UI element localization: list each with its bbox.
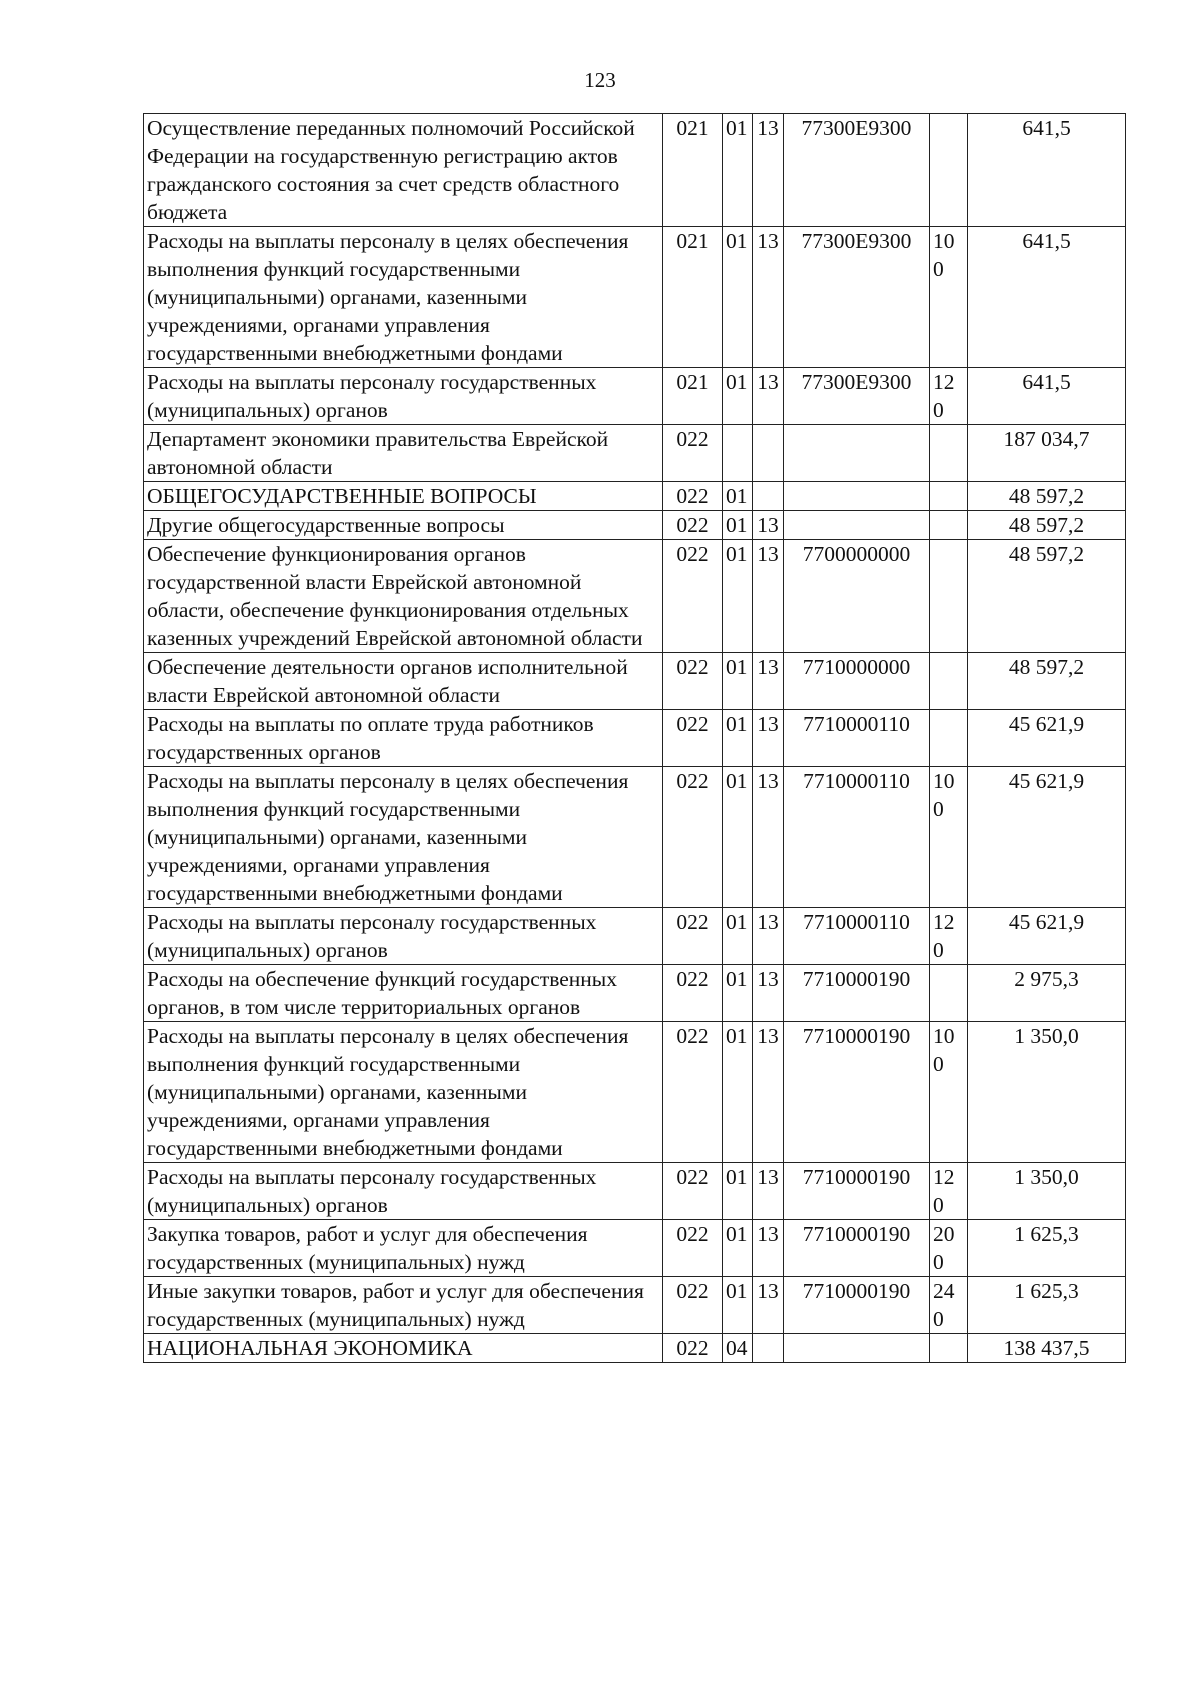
table-row — [144, 1220, 1126, 1277]
row-article-cell: 7710000190 — [784, 1220, 930, 1277]
row-section-cell: 01 — [723, 511, 753, 540]
row-sum-cell: 1 625,3 — [968, 1277, 1126, 1334]
table-row — [144, 540, 1126, 653]
row-sum-cell: 2 975,3 — [968, 965, 1126, 1022]
row-subsection-cell: 13 — [753, 368, 784, 425]
row-subsection-cell: 13 — [753, 767, 784, 908]
row-section-cell: 01 — [723, 1022, 753, 1163]
table-row — [144, 908, 1126, 965]
row-code-cell: 022 — [663, 511, 723, 540]
table-row — [144, 767, 1126, 908]
row-name-cell: Расходы на выплаты персоналу государственных (муниципальных) органов — [144, 908, 663, 965]
table-row — [144, 1334, 1126, 1363]
row-sum-cell: 641,5 — [968, 114, 1126, 227]
row-code-cell: 021 — [663, 227, 723, 368]
budget-table-body — [144, 114, 1126, 1363]
row-article-cell: 77300Е9300 — [784, 368, 930, 425]
row-subsection-cell: 13 — [753, 965, 784, 1022]
row-subsection-cell: 13 — [753, 114, 784, 227]
row-section-cell: 04 — [723, 1334, 753, 1363]
row-expense-type-cell: 120 — [930, 368, 968, 425]
row-section-cell: 01 — [723, 653, 753, 710]
row-code-cell: 022 — [663, 425, 723, 482]
row-section-cell: 01 — [723, 540, 753, 653]
row-code-cell: 022 — [663, 482, 723, 511]
row-name-cell: Иные закупки товаров, работ и услуг для обеспечения государственных (муниципальных) нужд — [144, 1277, 663, 1334]
row-article-cell: 7710000000 — [784, 653, 930, 710]
row-subsection-cell: 13 — [753, 511, 784, 540]
row-article-cell — [784, 511, 930, 540]
row-code-cell: 022 — [663, 1220, 723, 1277]
row-subsection-cell: 13 — [753, 710, 784, 767]
table-row — [144, 965, 1126, 1022]
row-section-cell: 01 — [723, 368, 753, 425]
row-section-cell: 01 — [723, 965, 753, 1022]
row-name-cell: Обеспечение функционирования органов государственной власти Еврейской автономной области, обеспечение функционирования отдельных казенных учреждений Еврейской автономной области — [144, 540, 663, 653]
row-name-cell: Осуществление переданных полномочий Российской Федерации на государственную регистрацию актов гражданского состояния за счет средств областного бюджета — [144, 114, 663, 227]
row-expense-type-cell: 100 — [930, 1022, 968, 1163]
row-subsection-cell — [753, 482, 784, 511]
row-subsection-cell: 13 — [753, 227, 784, 368]
table-row — [144, 1277, 1126, 1334]
row-expense-type-cell — [930, 540, 968, 653]
row-article-cell: 7710000110 — [784, 710, 930, 767]
row-code-cell: 022 — [663, 1163, 723, 1220]
row-expense-type-cell: 100 — [930, 227, 968, 368]
row-code-cell: 022 — [663, 908, 723, 965]
row-subsection-cell: 13 — [753, 1022, 784, 1163]
row-article-cell — [784, 482, 930, 511]
row-name-cell: Обеспечение деятельности органов исполнительной власти Еврейской автономной области — [144, 653, 663, 710]
row-name-cell: ОБЩЕГОСУДАРСТВЕННЫЕ ВОПРОСЫ — [144, 482, 663, 511]
row-sum-cell: 1 625,3 — [968, 1220, 1126, 1277]
budget-table — [143, 113, 1126, 1363]
row-subsection-cell — [753, 425, 784, 482]
row-name-cell: НАЦИОНАЛЬНАЯ ЭКОНОМИКА — [144, 1334, 663, 1363]
row-subsection-cell — [753, 1334, 784, 1363]
row-article-cell: 7710000110 — [784, 908, 930, 965]
row-expense-type-cell — [930, 1334, 968, 1363]
row-section-cell: 01 — [723, 1220, 753, 1277]
row-expense-type-cell — [930, 965, 968, 1022]
row-sum-cell: 45 621,9 — [968, 710, 1126, 767]
row-section-cell: 01 — [723, 710, 753, 767]
row-sum-cell: 1 350,0 — [968, 1163, 1126, 1220]
row-expense-type-cell — [930, 425, 968, 482]
row-article-cell: 7710000190 — [784, 1022, 930, 1163]
row-name-cell: Расходы на выплаты персоналу в целях обеспечения выполнения функций государственными (муниципальными) органами, казенными учреждениями, органами управления государственными внебюджетными фондами — [144, 1022, 663, 1163]
row-expense-type-cell — [930, 511, 968, 540]
row-section-cell: 01 — [723, 227, 753, 368]
row-expense-type-cell: 120 — [930, 908, 968, 965]
row-subsection-cell: 13 — [753, 1277, 784, 1334]
row-code-cell: 022 — [663, 1334, 723, 1363]
row-code-cell: 022 — [663, 767, 723, 908]
row-section-cell: 01 — [723, 482, 753, 511]
row-code-cell: 021 — [663, 114, 723, 227]
row-sum-cell: 48 597,2 — [968, 540, 1126, 653]
row-code-cell: 021 — [663, 368, 723, 425]
row-subsection-cell: 13 — [753, 1220, 784, 1277]
row-code-cell: 022 — [663, 540, 723, 653]
row-expense-type-cell — [930, 653, 968, 710]
row-sum-cell: 138 437,5 — [968, 1334, 1126, 1363]
row-code-cell: 022 — [663, 965, 723, 1022]
row-name-cell: Другие общегосударственные вопросы — [144, 511, 663, 540]
row-expense-type-cell — [930, 710, 968, 767]
row-expense-type-cell: 240 — [930, 1277, 968, 1334]
row-article-cell: 7710000190 — [784, 965, 930, 1022]
row-code-cell: 022 — [663, 1022, 723, 1163]
row-article-cell: 7710000110 — [784, 767, 930, 908]
table-row — [144, 710, 1126, 767]
row-section-cell — [723, 425, 753, 482]
page-number: 123 — [584, 68, 616, 92]
row-name-cell: Расходы на обеспечение функций государственных органов, в том числе территориальных органов — [144, 965, 663, 1022]
row-subsection-cell: 13 — [753, 1163, 784, 1220]
table-row — [144, 1022, 1126, 1163]
row-expense-type-cell — [930, 482, 968, 511]
row-sum-cell: 641,5 — [968, 368, 1126, 425]
row-article-cell: 7710000190 — [784, 1163, 930, 1220]
row-sum-cell: 45 621,9 — [968, 908, 1126, 965]
row-section-cell: 01 — [723, 1277, 753, 1334]
row-name-cell: Расходы на выплаты персоналу в целях обеспечения выполнения функций государственными (муниципальными) органами, казенными учреждениями, органами управления государственными внебюджетными фондами — [144, 227, 663, 368]
row-article-cell: 77300Е9300 — [784, 227, 930, 368]
row-code-cell: 022 — [663, 653, 723, 710]
row-code-cell: 022 — [663, 1277, 723, 1334]
table-row — [144, 511, 1126, 540]
row-name-cell: Закупка товаров, работ и услуг для обеспечения государственных (муниципальных) нужд — [144, 1220, 663, 1277]
row-article-cell: 7710000190 — [784, 1277, 930, 1334]
row-subsection-cell: 13 — [753, 653, 784, 710]
row-name-cell: Расходы на выплаты по оплате труда работников государственных органов — [144, 710, 663, 767]
row-article-cell: 7700000000 — [784, 540, 930, 653]
table-row — [144, 114, 1126, 227]
table-row — [144, 1163, 1126, 1220]
row-expense-type-cell: 120 — [930, 1163, 968, 1220]
table-row — [144, 653, 1126, 710]
row-article-cell: 77300Е9300 — [784, 114, 930, 227]
table-row — [144, 425, 1126, 482]
row-name-cell: Департамент экономики правительства Еврейской автономной области — [144, 425, 663, 482]
row-name-cell: Расходы на выплаты персоналу в целях обеспечения выполнения функций государственными (муниципальными) органами, казенными учреждениями, органами управления государственными внебюджетными фондами — [144, 767, 663, 908]
row-expense-type-cell: 200 — [930, 1220, 968, 1277]
table-row — [144, 227, 1126, 368]
row-section-cell: 01 — [723, 1163, 753, 1220]
row-sum-cell: 641,5 — [968, 227, 1126, 368]
row-subsection-cell: 13 — [753, 540, 784, 653]
row-expense-type-cell — [930, 114, 968, 227]
row-name-cell: Расходы на выплаты персоналу государственных (муниципальных) органов — [144, 1163, 663, 1220]
table-row — [144, 368, 1126, 425]
row-sum-cell: 48 597,2 — [968, 482, 1126, 511]
row-section-cell: 01 — [723, 114, 753, 227]
table-row — [144, 482, 1126, 511]
row-sum-cell: 187 034,7 — [968, 425, 1126, 482]
row-article-cell — [784, 1334, 930, 1363]
row-expense-type-cell: 100 — [930, 767, 968, 908]
row-sum-cell: 48 597,2 — [968, 653, 1126, 710]
row-section-cell: 01 — [723, 767, 753, 908]
row-sum-cell: 48 597,2 — [968, 511, 1126, 540]
row-section-cell: 01 — [723, 908, 753, 965]
row-name-cell: Расходы на выплаты персоналу государственных (муниципальных) органов — [144, 368, 663, 425]
row-code-cell: 022 — [663, 710, 723, 767]
row-sum-cell: 1 350,0 — [968, 1022, 1126, 1163]
row-sum-cell: 45 621,9 — [968, 767, 1126, 908]
row-subsection-cell: 13 — [753, 908, 784, 965]
row-article-cell — [784, 425, 930, 482]
